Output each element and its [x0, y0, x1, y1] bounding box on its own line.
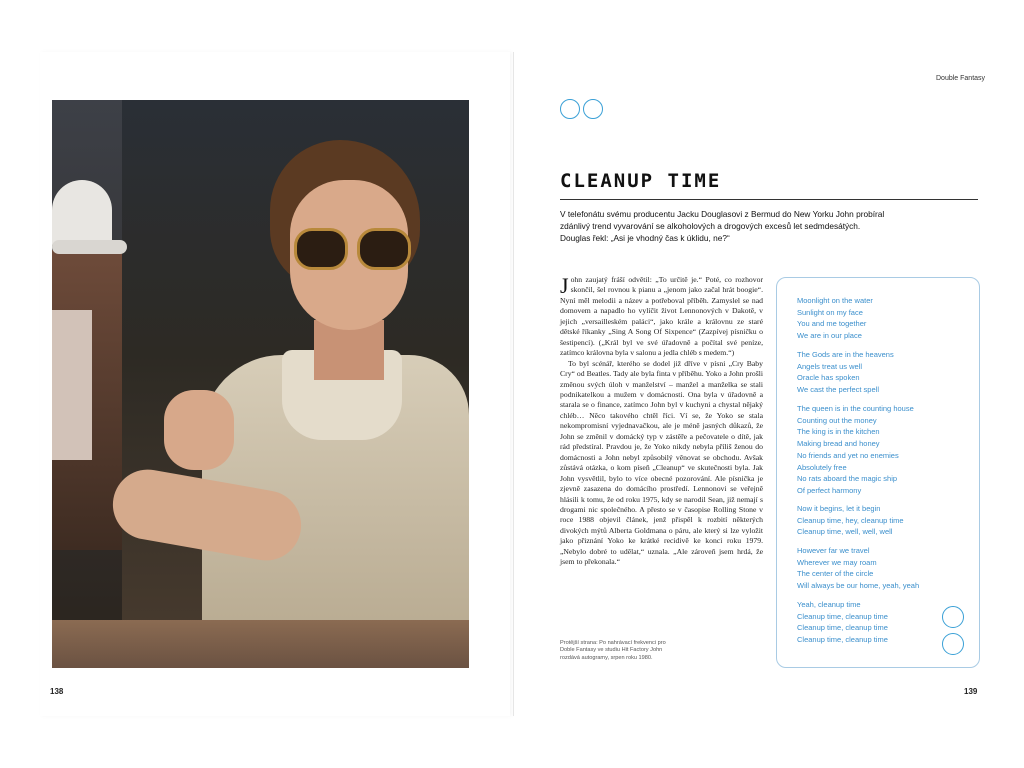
- lyric-line: The king is in the kitchen: [797, 427, 880, 437]
- lyric-line: You and me together: [797, 319, 867, 329]
- photo-bystander-shirt: [52, 310, 92, 460]
- decorative-circle-icon: [583, 99, 603, 119]
- page-number-right: 139: [964, 687, 978, 696]
- lyric-line: Making bread and honey: [797, 439, 880, 449]
- body-paragraph: [560, 275, 763, 359]
- lyric-line: We cast the perfect spell: [797, 385, 879, 395]
- lyric-line: Yeah, cleanup time: [797, 600, 861, 609]
- drop-cap: J: [560, 273, 569, 298]
- article-title: CLEANUP TIME: [560, 170, 722, 192]
- lyrics-stanza: [797, 599, 888, 646]
- lyric-line: Angels treat us well: [797, 361, 863, 371]
- lyric-line: Cleanup time, cleanup time: [797, 635, 888, 645]
- lyric-line: Cleanup time, well, well, well: [797, 527, 893, 537]
- photo-sunglasses-left: [294, 228, 348, 270]
- lyric-line: Oracle has spoken: [797, 373, 860, 383]
- lyric-line: Counting out the money: [797, 415, 877, 425]
- photo-hat-brim: [52, 240, 127, 254]
- lyric-line: The center of the circle: [797, 569, 874, 579]
- lyric-line: Sunlight on my face: [797, 307, 863, 317]
- article-body: [560, 275, 763, 568]
- title-divider: [560, 199, 978, 200]
- lyric-line: Cleanup time, cleanup time: [797, 611, 888, 621]
- lyric-line: However far we travel: [797, 546, 870, 555]
- portrait-photo: [52, 100, 469, 668]
- photo-caption: Protější strana: Po nahrávací frekvenci pro Doble Fantasy ve studiu Hit Factory John rozdává autogramy, srpen roku 1980.: [560, 640, 666, 661]
- lyric-line: Moonlight on the water: [797, 296, 873, 305]
- lyric-line: Absolutely free: [797, 462, 847, 472]
- lyric-line: Wherever we may roam: [797, 557, 877, 567]
- photo-table: [52, 620, 469, 668]
- lyric-line: No friends and yet no enemies: [797, 450, 899, 460]
- lyric-line: Cleanup time, cleanup time: [797, 623, 888, 633]
- lyrics-stanza: [797, 295, 873, 342]
- decorative-circle-icon: [560, 99, 580, 119]
- lyric-line: Cleanup time, hey, cleanup time: [797, 515, 904, 525]
- lyric-line: Of perfect harmony: [797, 485, 862, 495]
- lyrics-stanza: [797, 403, 914, 497]
- running-head: Double Fantasy: [936, 75, 986, 82]
- lyric-line: The Gods are in the heavens: [797, 350, 894, 359]
- photo-hand: [164, 390, 234, 470]
- lyric-line: We are in our place: [797, 331, 862, 341]
- body-paragraph: To byl scénář, kterého se dodel již dříve v písni „Cry Baby Cry“ od Beatles. Tady ale byla finta v příběhu. Yoko a John prošli změnou svých úloh v manželství – manžel a manželka se stali podnikatelkou a mužem v domácnosti. Ona byla v úřadovně a starala se o finance, zatímco John byl v kuchyni a chystal nějaký chléb… Něco takového chtěl říci. Ví se, že Yoko se stala nekompromisní vyjednavačkou, ale je méně jasných důkazů, že John se změnil v domácký typ v zástěře a pečovatele o dítě, jak rád předstíral. Pravdou je, že Yoko nikdy nebyla příliš ženou do domácnosti a John nebyl způsobilý věnovat se obchodu. Avšak zůstává otázka, o kom píseň „Cleanup“ ve skutečnosti byla. Jak John vysvětlil, bylo to více obecné pozorování. Ale písnička je zjevně zasazena do domácího prostředí. Lennonovi se veřejně hlásili k tomu, že od roku 1975, kdy se narodil Sean, již nemají s drogami nic společného. A přesto se v časopise Rolling Stone v roce 1988 objevil článek, jenž přispěl k rozbití některých divokých mýtů Alberta Goldmana o páru, ale který si lze vyložit jako přiznání Yoko ke krátké recidivě ke konci roku 1979. „Nebylo dobré to udělat,“ uznala. „Ale zároveň jsem hrdá, že jsem to překonala.“: [560, 358, 763, 567]
- photo-sunglasses-right: [357, 228, 411, 270]
- article-lead: V telefonátu svému producentu Jacku Douglasovi z Bermud do New Yorku John probíral zdánlivý trend vyvarování se alkoholových a drogových excesů let sedmdesátých. Douglas řekl: „Asi je vhodný čas k úklidu, ne?“: [560, 209, 885, 243]
- lyric-line: Will always be our home, yeah, yeah: [797, 581, 920, 591]
- body-paragraph-text: ohn zaujatý fráší odvětil: „To určitě je.“ Poté, co rozhovor skončil, šel rovnou k pianu a „jenom jako začal hrát boogie“. Nyní měl melodii a název a potřeboval příběh. Zamyslel se nad domovem a napadlo ho vylíčit život Lennonových v Dakotě, v jejich „versailleském paláci“, jako krále a královnu ze staré dětské říkanky „Sing A Song Of Sixpence“ (Zazpívej písničku o šestipencí). („Král byl ve své úřadovně a počítal své peníze, zatímco královna byla v salonu a jedla chléb s medem.“): [560, 275, 763, 358]
- lyric-line: No rats aboard the magic ship: [797, 474, 898, 484]
- lyrics-stanza: [797, 545, 919, 592]
- page-number-left: 138: [50, 687, 64, 696]
- lyrics-stanza: [797, 349, 894, 396]
- decorative-circle-icon: [942, 633, 964, 655]
- lyrics-stanza: [797, 503, 904, 538]
- decorative-circle-icon: [942, 606, 964, 628]
- lyric-line: Now it begins, let it begin: [797, 504, 881, 513]
- lyric-line: The queen is in the counting house: [797, 404, 914, 413]
